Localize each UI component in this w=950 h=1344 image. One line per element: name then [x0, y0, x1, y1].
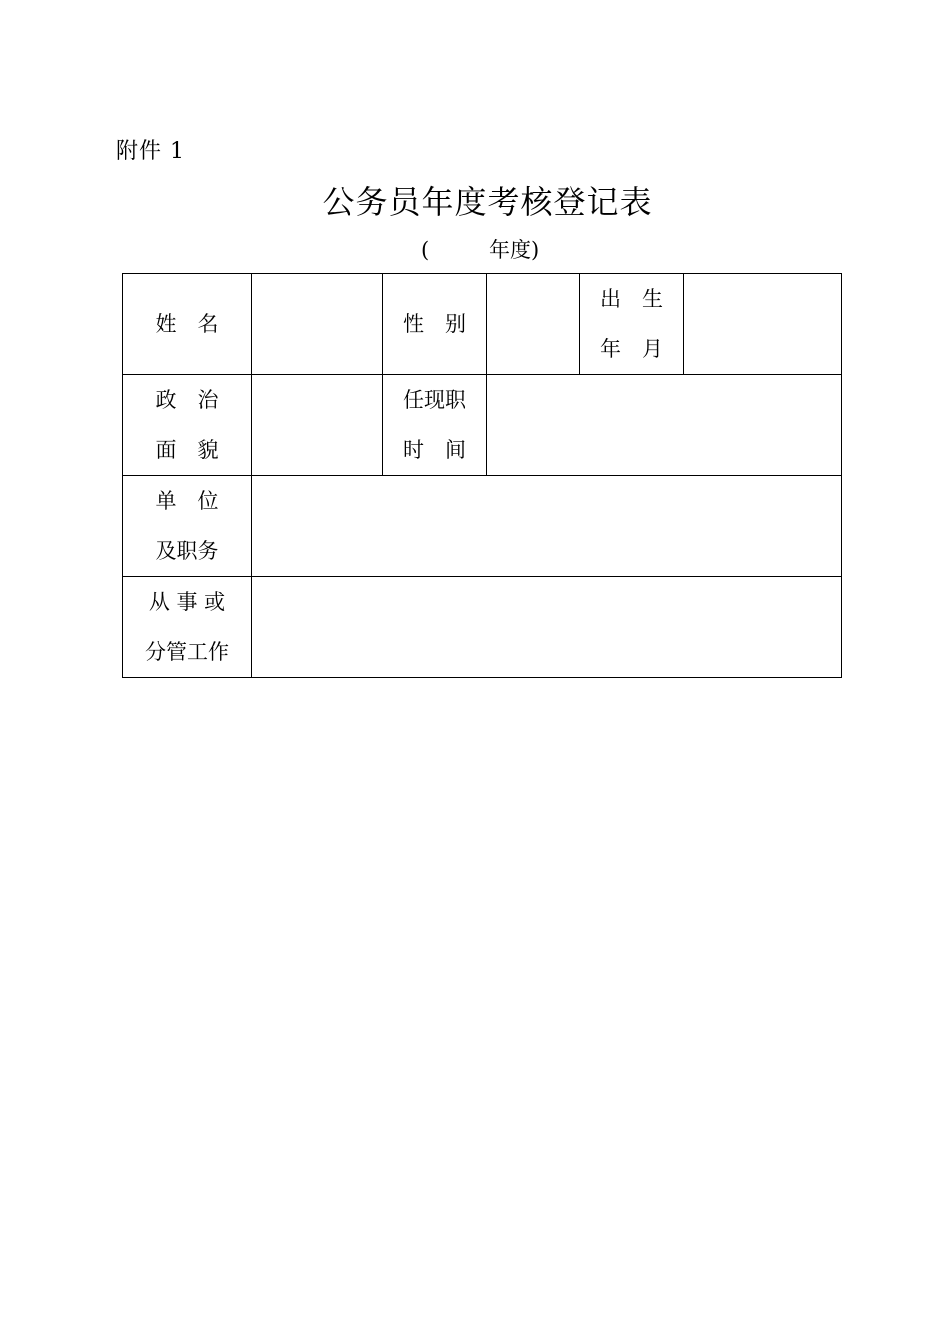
unit-label-line2: 及职务 [155, 539, 219, 563]
table-row-unit [123, 476, 842, 577]
tenure-label-line1: 任现职 [403, 388, 466, 412]
political-label-line1: 政 治 [155, 388, 219, 412]
name-field[interactable] [252, 274, 383, 375]
work-label-line1: 从 事 或 [148, 590, 226, 614]
tenure-label-cell [383, 375, 487, 476]
gender-label: 性 别 [403, 312, 466, 336]
year-paren-open: ( [421, 238, 430, 262]
year-paren-close: ) [531, 238, 540, 262]
gender-label-cell [383, 274, 487, 375]
political-label-cell [123, 375, 252, 476]
gender-field[interactable] [487, 274, 580, 375]
work-label-line2: 分管工作 [145, 640, 229, 664]
work-field[interactable] [252, 577, 842, 678]
unit-field[interactable] [252, 476, 842, 577]
birth-label-line2: 年 月 [600, 337, 663, 361]
political-label-line2: 面 貌 [155, 438, 219, 462]
tenure-label-line2: 时 间 [403, 438, 466, 462]
name-label: 姓 名 [155, 312, 219, 336]
tenure-field[interactable] [487, 375, 842, 476]
name-label-cell [123, 274, 252, 375]
attachment-label: 附件 1 [116, 139, 185, 164]
registration-table [122, 273, 842, 678]
document-title: 公务员年度考核登记表 [322, 183, 653, 221]
unit-label-line1: 单 位 [155, 489, 219, 513]
work-label-cell [123, 577, 252, 678]
birth-field[interactable] [684, 274, 842, 375]
birth-label-line1: 出 生 [600, 287, 663, 311]
year-text: 年度 [489, 238, 531, 262]
table-row-work [123, 577, 842, 678]
political-field[interactable] [252, 375, 383, 476]
unit-label-cell [123, 476, 252, 577]
year-line [421, 236, 539, 264]
birth-label-cell [580, 274, 684, 375]
table-row-basic-info [123, 274, 842, 375]
table-row-political-info [123, 375, 842, 476]
